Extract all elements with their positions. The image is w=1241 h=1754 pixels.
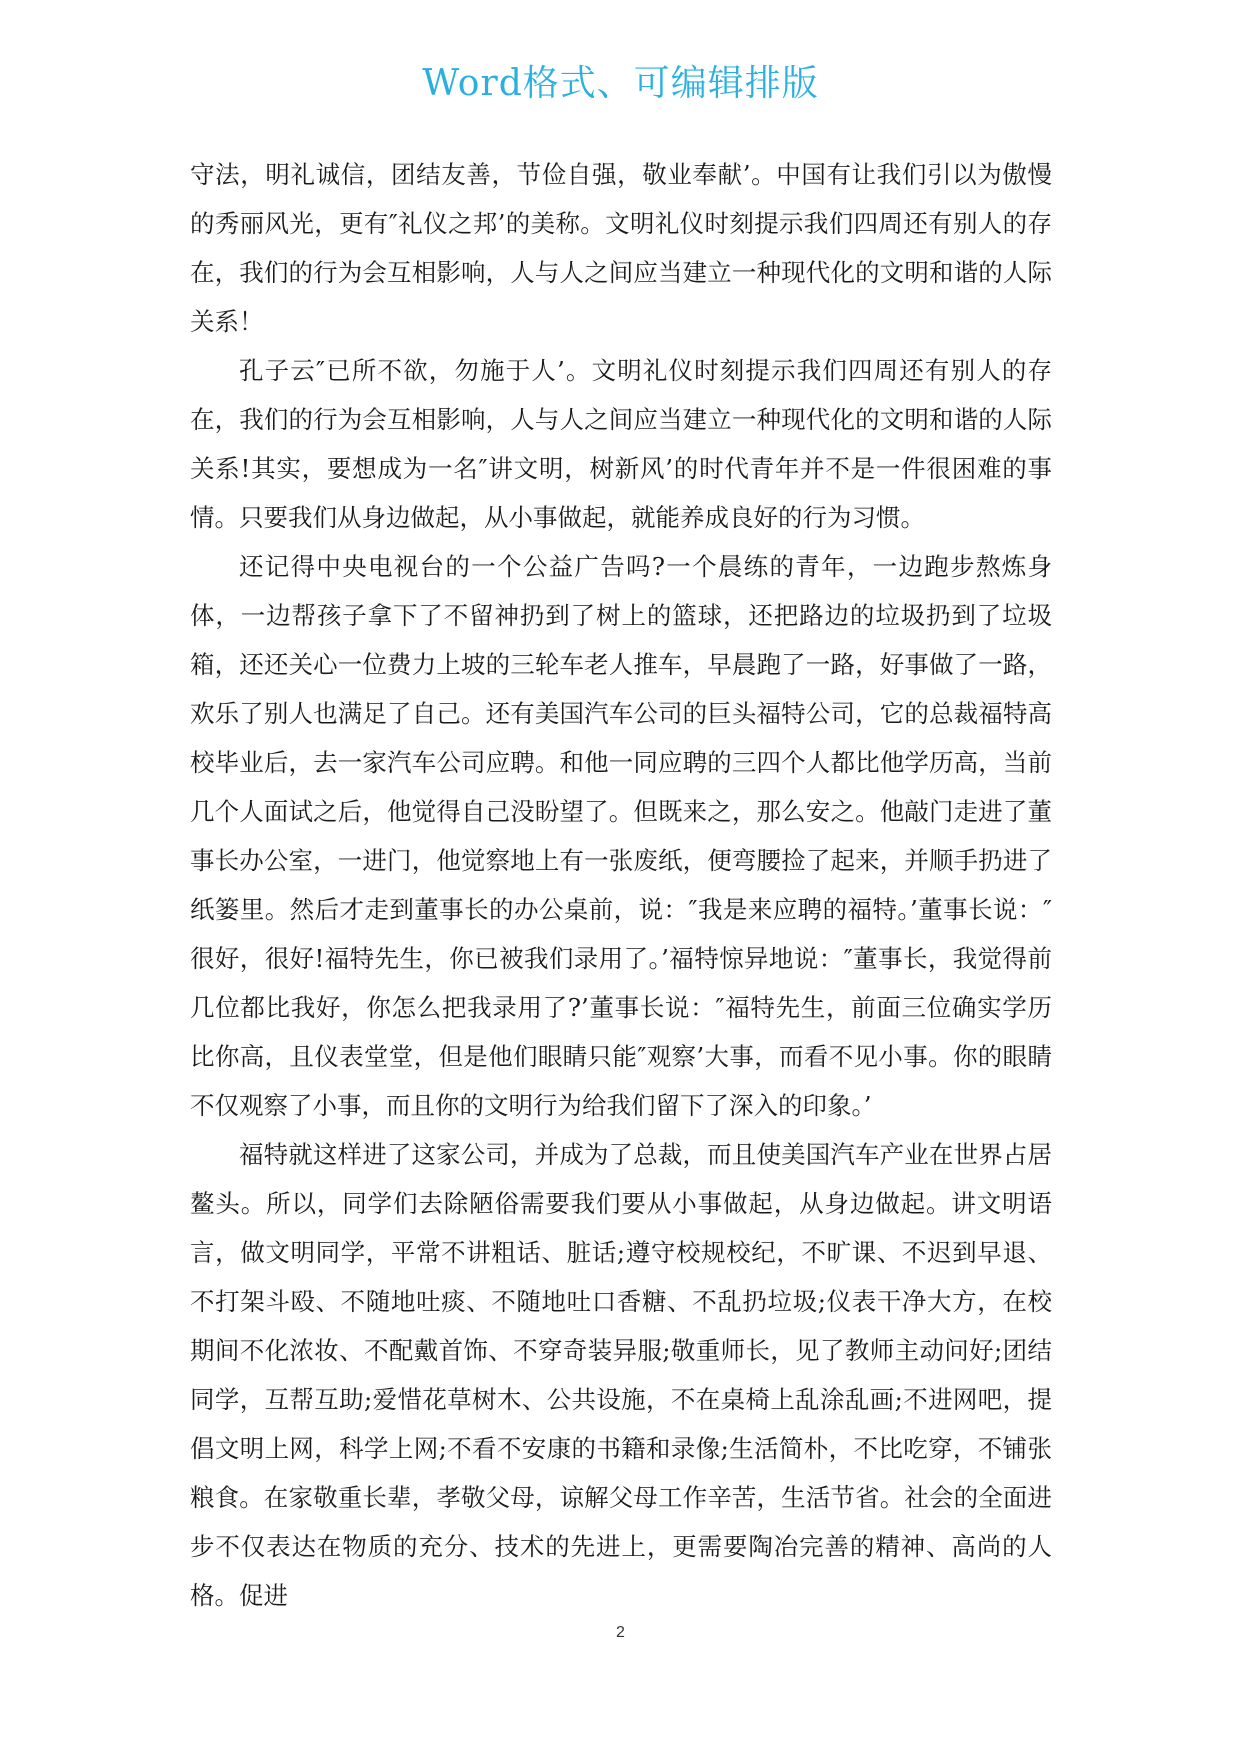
paragraph-continued: 守法，明礼诚信，团结友善，节俭自强，敬业奉献’。中国有让我们引以为傲慢的秀丽风光，更有″礼仪之邦’的美称。文明礼仪时刻提示我们四周还有别人的存在，我们的行为会互相影响，人与人之间应当建立一种现代化的文明和谐的人际关系！ <box>190 160 1052 336</box>
document-body <box>190 150 1052 1620</box>
page-header-title: Word格式、可编辑排版 <box>422 63 819 104</box>
paragraph-ford-story: 还记得中央电视台的一个公益广告吗?一个晨练的青年，一边跑步熬炼身体，一边帮孩子拿下了不留神扔到了树上的篮球，还把路边的垃圾扔到了垃圾箱，还还关心一位费力上坡的三轮车老人推车，早晨跑了一路，好事做了一路，欢乐了别人也满足了自己。还有美国汽车公司的巨头福特公司，它的总裁福特高校毕业后，去一家汽车公司应聘。和他一同应聘的三四个人都比他学历高，当前几个人面试之后，他觉得自己没盼望了。但既来之，那么安之。他敲门走进了董事长办公室，一进门，他觉察地上有一张废纸，便弯腰捡了起来，并顺手扔进了纸篓里。然后才走到董事长的办公桌前，说：″我是来应聘的福特。’董事长说：″很好，很好!福特先生，你已被我们录用了。’福特惊异地说：″董事长，我觉得前几位都比我好，你怎么把我录用了?’董事长说：″福特先生，前面三位确实学历比你高，且仪表堂堂，但是他们眼睛只能″观察’大事，而看不见小事。你的眼睛不仅观察了小事，而且你的文明行为给我们留下了深入的印象。’ <box>190 552 1052 1120</box>
paragraph-confucius: 孔子云″已所不欲，勿施于人’。文明礼仪时刻提示我们四周还有别人的存在，我们的行为会互相影响，人与人之间应当建立一种现代化的文明和谐的人际关系!其实，要想成为一名″讲文明，树新风’的时代青年并不是一件很困难的事情。只要我们从身边做起，从小事做起，就能养成良好的行为习惯。 <box>190 356 1052 532</box>
paragraph-conclusion: 福特就这样进了这家公司，并成为了总裁，而且使美国汽车产业在世界占居鳌头。所以，同学们去除陋俗需要我们要从小事做起，从身边做起。讲文明语言，做文明同学，平常不讲粗话、脏话;遵守校规校纪，不旷课、不迟到早退、不打架斗殴、不随地吐痰、不随地吐口香糖、不乱扔垃圾;仪表干净大方，在校期间不化浓妆、不配戴首饰、不穿奇装异服;敬重师长，见了教师主动问好;团结同学，互帮互助;爱惜花草树木、公共设施，不在桌椅上乱涂乱画;不进网吧，提倡文明上网，科学上网;不看不安康的书籍和录像;生活简朴，不比吃穿，不铺张粮食。在家敬重长辈，孝敬父母，谅解父母工作辛苦，生活节省。社会的全面进步不仅表达在物质的充分、技术的先进上，更需要陶冶完善的精神、高尚的人格。促进 <box>190 1140 1052 1610</box>
page-number: 2 <box>616 1624 625 1641</box>
